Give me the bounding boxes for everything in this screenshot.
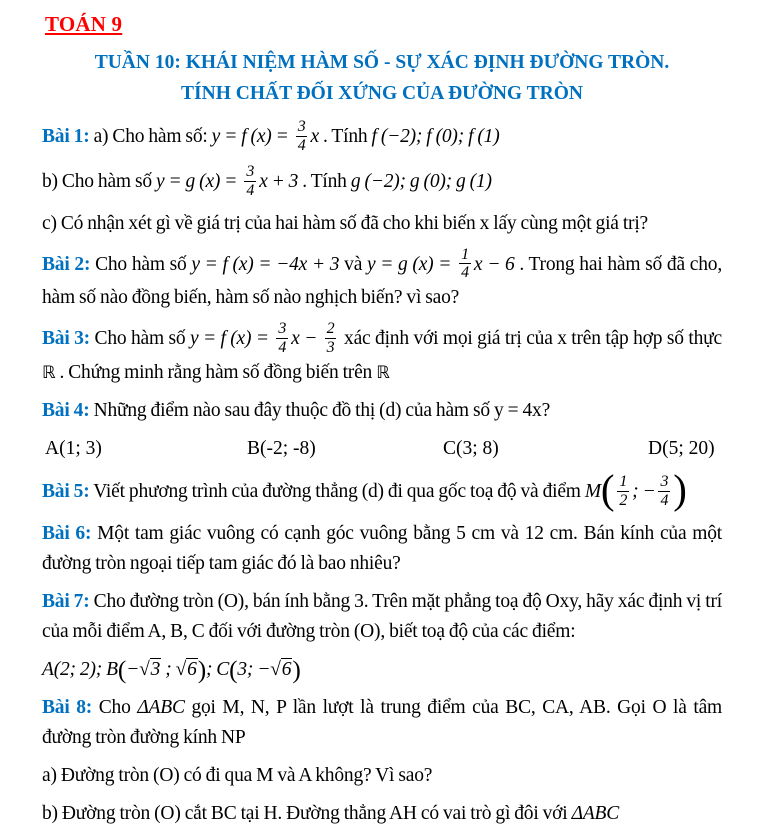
tallp-segment: ( xyxy=(229,656,238,684)
heading-line-2: TÍNH CHẤT ĐỐI XỨNG CỦA ĐƯỜNG TRÒN xyxy=(181,83,583,104)
point-item: A(1; 3) xyxy=(45,438,102,460)
text-segment: Cho xyxy=(92,696,138,718)
sqrt-segment: √6 xyxy=(270,658,292,680)
frac-segment: $\frac{1}{4}$ xyxy=(461,245,469,282)
math-segment: ΔABC xyxy=(137,696,185,718)
math-segment: 3; − xyxy=(237,658,271,680)
exercise-8-part-b xyxy=(42,799,722,829)
text-segment: Một tam giác vuông có cạnh góc vuông bằng 5 cm và 12 cm. Bán kính của một đường tròn ngoại tiếp tam giác đó là bao nhiêu? xyxy=(42,522,722,574)
text-segment: . Chứng minh rằng hàm số đồng biến trên xyxy=(55,362,377,384)
point-item: B(-2; -8) xyxy=(247,438,316,460)
frac-segment: $\frac{3}{4}$ xyxy=(246,162,255,199)
exercise-label: Bài 2: xyxy=(42,253,91,275)
text-segment: Cho đường tròn (O), bán ính bằng 3. Trên mặt phẳng toạ độ Oxy, hãy xác định vị trí của mỗi điểm A, B, C đối với đường tròn (O), biết toạ độ của các điểm: xyxy=(42,590,722,642)
exercise-label: Bài 8: xyxy=(42,696,93,718)
exercise-label: Bài 3: xyxy=(42,328,90,350)
exercise-2 xyxy=(42,247,722,314)
sqrt-segment: √6 xyxy=(175,658,197,680)
text-segment: a) Cho hàm số: xyxy=(89,125,212,147)
text-segment: Những điểm nào sau đây thuộc đồ thị (d) của hàm số y = 4x? xyxy=(89,400,551,422)
frac-segment: $\frac{3}{4}$ xyxy=(278,320,287,357)
tallp-segment: ( xyxy=(117,656,127,684)
exercise-4-points xyxy=(42,434,722,464)
frac-segment: $\frac{3}{4}$ xyxy=(660,473,669,510)
text-segment: gọi M, N, P lần lượt là trung điểm của BC, CA, AB. Gọi O là tâm đường tròn đường kính NP xyxy=(42,696,722,748)
exercise-6 xyxy=(42,519,722,579)
bb-segment: ℝ xyxy=(376,363,390,384)
text-segment: và xyxy=(339,253,367,275)
text-segment: Viết phương trình của đường thẳng (d) đi qua gốc toạ độ và điểm xyxy=(89,481,585,503)
frac-segment: $\frac{2}{3}$ xyxy=(326,320,335,357)
text-segment: . Trong hai hàm số đã cho, hàm số nào đồng biến, hàm số nào nghịch biến? vì sao? xyxy=(42,253,722,309)
exercise-label: Bài 7: xyxy=(42,590,90,612)
exercise-label: Bài 1: xyxy=(42,125,90,147)
bigp-segment: ) xyxy=(673,467,687,513)
math-segment: g (−2); g (0); g (1) xyxy=(350,170,492,192)
math-segment: f (−2); f (0); f (1) xyxy=(371,125,500,147)
math-segment: M xyxy=(584,481,601,503)
exercise-label: Bài 4: xyxy=(42,400,90,422)
math-segment: y = f (x) = −4x + 3 xyxy=(191,253,340,275)
exercise-7-points xyxy=(42,655,722,685)
sqrt-segment: √3 xyxy=(139,658,161,680)
exercise-1-part-b xyxy=(42,164,722,201)
text-segment: Cho hàm số xyxy=(90,253,192,275)
exercise-5 xyxy=(42,467,722,513)
point-item: C(3; 8) xyxy=(443,438,499,460)
exercise-3 xyxy=(42,321,722,388)
math-segment: y = g (x) = xyxy=(366,253,457,275)
exercise-1-part-a xyxy=(42,119,722,156)
text-segment: b) Cho hàm số xyxy=(42,170,156,192)
frac-segment: $\frac{3}{4}$ xyxy=(297,118,306,154)
math-segment: ; C xyxy=(205,658,230,680)
math-segment: y = f (x) = xyxy=(211,125,293,147)
text-segment: c) Có nhận xét gì về giá trị của hai hàm số đã cho khi biến x lấy cùng một giá trị? xyxy=(42,212,648,234)
bigp-segment: ( xyxy=(600,467,615,513)
bb-segment: ℝ xyxy=(42,363,56,384)
math-segment: − xyxy=(126,658,140,680)
exercise-8-part-a xyxy=(42,761,722,791)
document-title: TOÁN 9 xyxy=(45,12,123,36)
math-segment: x + 3 xyxy=(259,170,299,192)
math-segment: ; − xyxy=(632,481,656,503)
tallp-segment: ) xyxy=(197,656,206,684)
text-segment: . Tính xyxy=(298,170,351,192)
tallp-segment: ) xyxy=(292,656,301,684)
frac-segment: $\frac{1}{2}$ xyxy=(619,473,628,510)
text-segment: . Tính xyxy=(318,125,372,147)
exercise-8 xyxy=(42,693,722,753)
exercise-label: Bài 6: xyxy=(42,522,92,544)
point-item: D(5; 20) xyxy=(648,438,715,460)
heading-line-1: TUẦN 10: KHÁI NIỆM HÀM SỐ - SỰ XÁC ĐỊNH ĐƯỜNG TRÒN. xyxy=(94,52,670,73)
exercise-7 xyxy=(42,587,722,647)
exercise-label: Bài 5: xyxy=(42,481,90,503)
math-segment: x − xyxy=(291,328,322,350)
math-segment: A(2; 2); B xyxy=(42,658,118,680)
math-segment: x xyxy=(310,125,319,147)
exercise-4 xyxy=(42,396,722,426)
text-segment: Cho hàm số xyxy=(89,328,190,350)
text-segment: b) Đường tròn (O) cắt BC tại H. Đường thẳng AH có vai trò gì đôi với xyxy=(42,802,572,824)
math-segment: x − 6 xyxy=(473,253,515,275)
math-segment: ΔABC xyxy=(571,802,620,824)
exercise-1-part-c xyxy=(42,209,722,239)
text-segment: a) Đường tròn (O) có đi qua M và A không? Vì sao? xyxy=(42,764,433,786)
text-segment: xác định với mọi giá trị của x trên tập hợp số thực xyxy=(339,328,722,350)
math-segment: y = f (x) = xyxy=(189,328,274,350)
exercise-list xyxy=(42,119,722,829)
math-segment: ; xyxy=(161,658,176,680)
math-segment: y = g (x) = xyxy=(155,170,242,192)
